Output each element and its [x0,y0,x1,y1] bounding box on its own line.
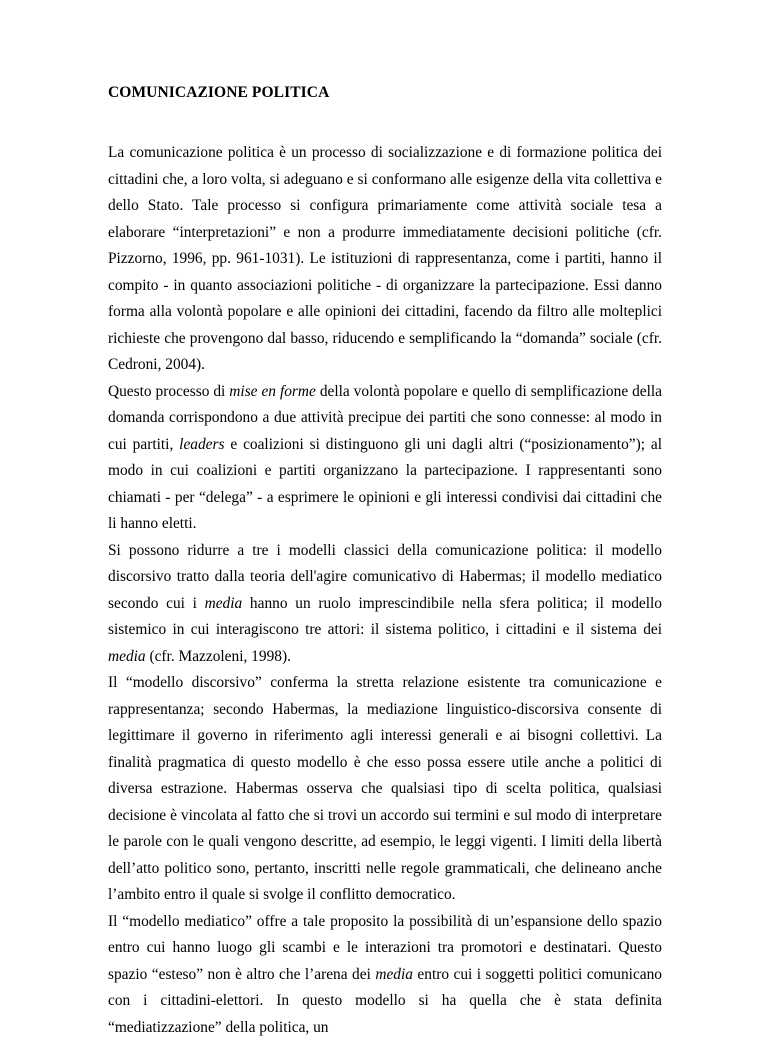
text-run: Questo processo di [108,383,229,400]
italic-term: media [205,595,243,612]
document-body [108,140,662,1041]
text-run: Il “modello discorsivo” conferma la stretta relazione esistente tra comunicazione e rappresentanza; secondo Habermas, la mediazione linguistico-discorsiva consente di legittimare il governo in riferimento agli interessi generali e ai bisogni collettivi. La finalità pragmatica di questo modello è che esso possa essere utile anche a politici di diversa estrazione. Habermas osserva che qualsiasi tipo di scelta politica, qualsiasi decisione è vincolata al fatto che si trovi un accordo sui termini e sul modo di interpretare le parole con le quali vengono descritte, ad esempio, le leggi vigenti. I limiti della libertà dell’atto politico sono, pertanto, inscritti nelle regole grammaticali, che delineano anche l’ambito entro il quale si svolge il conflitto democratico. [108,674,662,903]
paragraph [108,909,662,1041]
document-title: COMUNICAZIONE POLITICA [108,84,329,102]
text-run: e coalizioni si distinguono gli uni dagli altri (“posizionamento”); al modo in cui coalizioni e partiti organizzano la partecipazione. I rappresentanti sono chiamati - per “delega” - a esprimere le opinioni e gli interessi condivisi dai cittadini che li hanno eletti. [108,436,662,533]
text-run: entro cui i soggetti politici comunicano con i cittadini-elettori. In questo modello si ha quella che è stata definita “mediatizzazione” della politica, un [108,966,662,1036]
italic-term: media [375,966,413,983]
text-run: La comunicazione politica è un processo di socializzazione e di formazione politica dei cittadini che, a loro volta, si adeguano e si conformano alle esigenze della vita collettiva e dello Stato. Tale processo si configura primariamente come attività sociale tesa a elaborare “interpretazioni” e non a produrre immediatamente decisioni politiche (cfr. Pizzorno, 1996, pp. 961-1031). Le istituzioni di rappresentanza, come i partiti, hanno il compito - in quanto associazioni politiche - di organizzare la partecipazione. Essi danno forma alla volontà popolare e alle opinioni dei cittadini, facendo da filtro alle molteplici richieste che provengono dal basso, riducendo e semplificando la “domanda” sociale (cfr. Cedroni, 2004). [108,144,662,373]
paragraph [108,670,662,909]
text-run: (cfr. Mazzoleni, 1998). [146,648,291,665]
text-run: hanno un ruolo imprescindibile nella sfera politica; il modello sistemico in cui interagiscono tre attori: il sistema politico, i cittadini e il sistema dei [108,595,662,639]
text-run: della volontà popolare e quello di semplificazione della domanda corrispondono a due attività precipue dei partiti che sono connesse: al modo in cui partiti, [108,383,662,453]
paragraph [108,140,662,379]
paragraph [108,538,662,671]
text-run: Si possono ridurre a tre i modelli classici della comunicazione politica: il modello discorsivo tratto dalla teoria dell'agire comunicativo di Habermas; il modello mediatico secondo cui i [108,542,662,612]
paragraph [108,379,662,538]
text-run: Il “modello mediatico” offre a tale proposito la possibilità di un’espansione dello spazio entro cui hanno luogo gli scambi e le interazioni tra promotori e destinatari. Questo spazio “esteso” non è altro che l’arena dei [108,913,662,983]
italic-term: media [108,648,146,665]
italic-term: leaders [179,436,224,453]
italic-term: mise en forme [229,383,316,400]
